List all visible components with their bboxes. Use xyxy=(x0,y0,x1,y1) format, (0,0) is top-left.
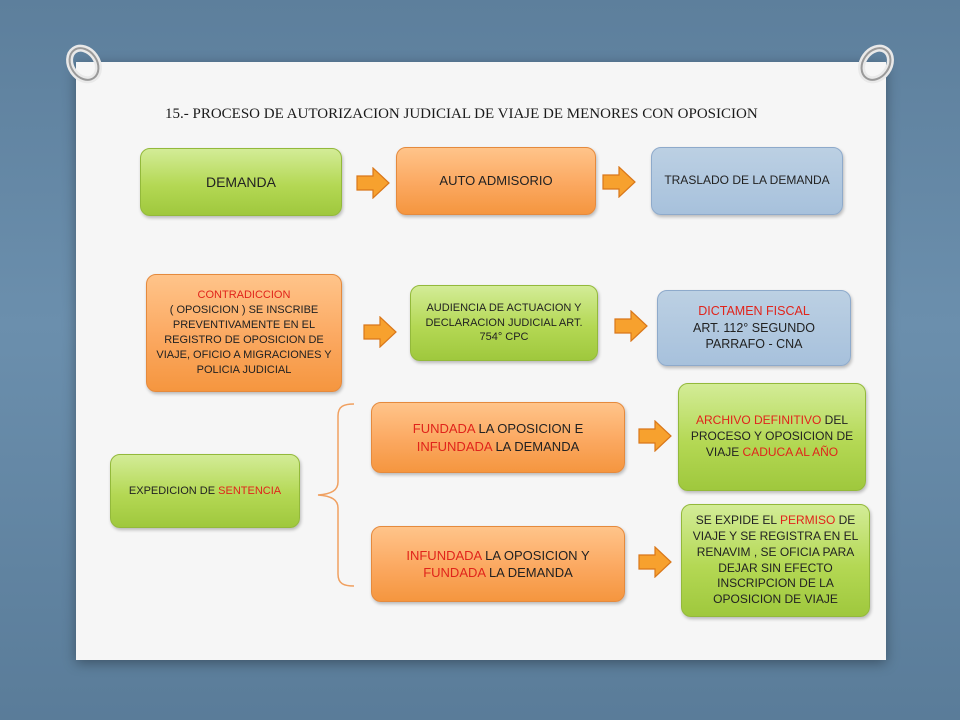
expedicion-text: EXPEDICION DE xyxy=(128,484,219,497)
expedicion-highlight: SENTENCIA xyxy=(218,484,282,497)
node-dictamen-fiscal xyxy=(657,290,851,366)
node-contradiccion xyxy=(146,274,342,392)
node-auto-admisorio: AUTO ADMISORIO xyxy=(396,147,596,215)
node-permiso-viaje xyxy=(681,504,870,617)
text-segment: LA OPOSICION Y xyxy=(481,547,590,563)
text-segment: LA DEMANDA xyxy=(485,565,573,580)
page-title: 15.- PROCESO DE AUTORIZACION JUDICIAL DE VIAJE DE MENORES CON OPOSICION xyxy=(165,106,758,122)
contradiccion-detail: ( OPOSICION ) SE INSCRIBE PREVENTIVAMENTE EN EL REGISTRO DE OPOSICION DE VIAJE, OFICIO A MIGRACIONES Y POLICIA JUDICIAL xyxy=(156,304,332,376)
node-traslado-demanda: TRASLADO DE LA DEMANDA xyxy=(651,147,843,215)
curly-bracket xyxy=(314,402,358,588)
node-archivo-definitivo xyxy=(678,383,866,491)
text-segment: LA DEMANDA xyxy=(491,438,580,454)
node-infundada-oposicion xyxy=(371,526,625,602)
arrow-right-icon xyxy=(638,420,672,452)
text-segment: SE EXPIDE EL xyxy=(695,512,780,527)
text-archivo-definitivo: ARCHIVO DEFINITIVO xyxy=(695,413,822,428)
dictamen-label: DICTAMEN FISCAL xyxy=(698,304,810,319)
contradiccion-label: CONTRADICCION xyxy=(197,289,291,302)
arrow-right-icon xyxy=(602,166,636,198)
text-segment: DE VIAJE Y SE REGISTRA EN EL RENAVIM , SE OFICIA PARA DEJAR SIN EFECTO INSCRIPCION DE LA OPOSICION DE VIAJE xyxy=(692,512,859,607)
dictamen-detail: ART. 112° SEGUNDO PARRAFO - CNA xyxy=(693,320,815,352)
text-permiso: PERMISO xyxy=(779,512,836,527)
text-segment: LA OPOSICION E xyxy=(474,421,584,437)
node-audiencia: AUDIENCIA DE ACTUACION Y DECLARACION JUDICIAL ART. 754° CPC xyxy=(410,285,598,361)
text-caduca: CADUCA AL AÑO xyxy=(742,444,839,459)
text-infundada: INFUNDADA xyxy=(406,547,482,563)
text-fundada: FUNDADA xyxy=(412,421,475,437)
ring-pin-icon xyxy=(64,40,104,86)
arrow-right-icon xyxy=(363,316,397,348)
text-infundada: INFUNDADA xyxy=(416,438,492,454)
node-demanda: DEMANDA xyxy=(140,148,342,216)
text-segment: DEL PROCESO Y OPOSICION DE VIAJE xyxy=(690,413,854,459)
arrow-right-icon xyxy=(356,167,390,199)
ring-pin-icon xyxy=(856,40,896,86)
node-fundada-oposicion xyxy=(371,402,625,473)
arrow-right-icon xyxy=(614,310,648,342)
text-fundada: FUNDADA xyxy=(423,565,486,580)
arrow-right-icon xyxy=(638,546,672,578)
node-expedicion-sentencia xyxy=(110,454,300,528)
